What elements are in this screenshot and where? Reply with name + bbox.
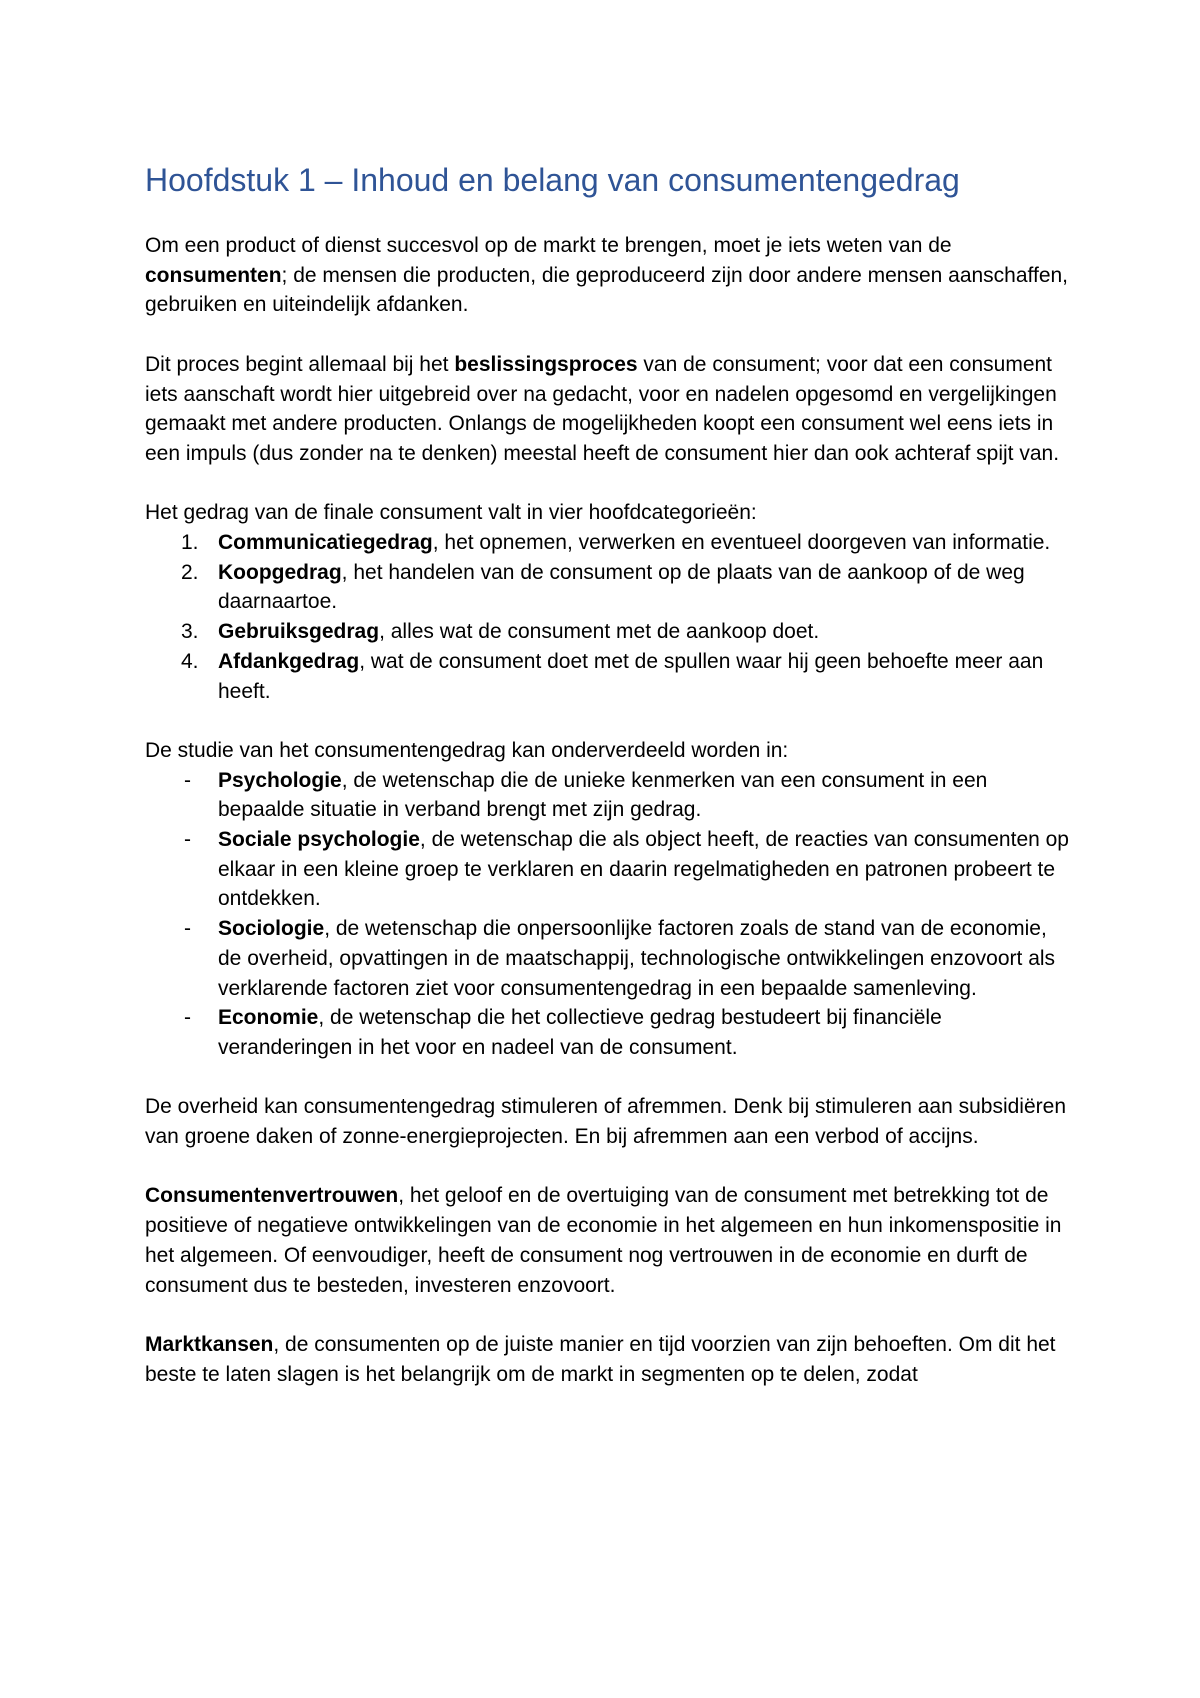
- list-term: Sociologie: [218, 917, 325, 941]
- list-term: Sociale psychologie: [218, 828, 420, 852]
- list-marker: -: [184, 917, 191, 941]
- list-term: Communicatiegedrag: [218, 531, 433, 554]
- paragraph-text: , het geloof en de overtuiging van de consument met betrekking tot de positieve of negatieve ontwikkelingen van de economie in het algemeen en hun inkomenspositie in het algemeen. Of eenvoudiger, heeft de consument nog vertrouwen in de economie en durft de consument dus te besteden, investeren enzovoort.: [145, 1184, 1062, 1297]
- paragraph-text: , de consumenten op de juiste manier en tijd voorzien van zijn behoeften. Om dit het beste te laten slagen is het belangrijk om de markt in segmenten op te delen, zodat: [145, 1332, 1056, 1386]
- paragraph-consumentenvertrouwen: [145, 1181, 1075, 1300]
- list-term: Gebruiksgedrag: [218, 620, 380, 644]
- term-consumenten: consumenten: [145, 263, 282, 287]
- list-term: Psychologie: [218, 768, 342, 792]
- list-term: Koopgedrag: [218, 560, 342, 584]
- paragraph-text: Om een product of dienst succesvol op de markt te brengen, moet je iets weten van de: [145, 234, 952, 257]
- list-marker: 3.: [181, 620, 199, 644]
- list-text: , de wetenschap die het collectieve gedrag bestudeert bij financiële veranderingen in het voor en nadeel van de consument.: [218, 1006, 942, 1059]
- term-marktkansen: Marktkansen: [145, 1332, 274, 1356]
- list-text: , de wetenschap die onpersoonlijke factoren zoals de stand van de economie, de overheid, opvattingen in de maatschappij, technologische ontwikkelingen enzovoort als verklarende factoren ziet voor consumentengedrag in een bepaalde samenleving.: [218, 917, 1056, 1000]
- paragraph-text: van de consument; voor dat een consument iets aanschaft wordt hier uitgebreid over na gedacht, voor en nadelen opgesomd en vergelijkingen gemaakt met andere producten. Onlangs de mogelijkheden koopt een consument wel eens iets in een impuls (dus zonder na te denken) meestal heeft de consument hier dan ook achteraf spijt van.: [145, 352, 1060, 465]
- term-consumentenvertrouwen: Consumentenvertrouwen: [145, 1184, 399, 1208]
- paragraph-overheid: De overheid kan consumentengedrag stimuleren of afremmen. Denk bij stimuleren aan subsidiëren van groene daken of zonne-energieprojecten. En bij afremmen aan een verbod of accijns.: [145, 1095, 1066, 1149]
- list-marker: 1.: [181, 531, 199, 554]
- list-marker: 2.: [181, 560, 199, 584]
- studies-intro: De studie van het consumentengedrag kan onderverdeeld worden in:: [145, 738, 789, 762]
- paragraph-text: ; de mensen die producten, die geproduceerd zijn door andere mensen aanschaffen, gebruiken en uiteindelijk afdanken.: [145, 263, 1069, 317]
- list-item: [145, 914, 1075, 1003]
- list-term: Economie: [218, 1006, 319, 1030]
- categories-intro: Het gedrag van de finale consument valt in vier hoofdcategorieën:: [145, 501, 757, 525]
- list-term: Afdankgedrag: [218, 649, 360, 673]
- list-item: [145, 528, 1075, 558]
- list-text: , de wetenschap die als object heeft, de reacties van consumenten op elkaar in een kleine groep te verklaren en daarin regelmatigheden en patronen probeert te ontdekken.: [218, 828, 1069, 911]
- list-text: , alles wat de consument met de aankoop doet.: [379, 620, 820, 644]
- list-item: [145, 617, 1075, 647]
- list-marker: 4.: [181, 649, 199, 673]
- paragraph-consumenten: [145, 231, 1075, 320]
- list-text: , wat de consument doet met de spullen waar hij geen behoefte meer aan heeft.: [218, 649, 1044, 703]
- chapter-heading: Hoofdstuk 1 – Inhoud en belang van consumentengedrag: [145, 162, 960, 198]
- list-item: [145, 825, 1075, 914]
- list-marker: -: [184, 828, 191, 852]
- studies-list: [145, 766, 1075, 1063]
- document-page: [145, 160, 1075, 1419]
- paragraph-text: Dit proces begint allemaal bij het: [145, 352, 455, 376]
- list-text: , de wetenschap die de unieke kenmerken van een consument in een bepaalde situatie in verband brengt met zijn gedrag.: [218, 768, 988, 822]
- term-beslissingsproces: beslissingsproces: [454, 352, 638, 376]
- paragraph-beslissingsproces: [145, 350, 1075, 469]
- paragraph-marktkansen: [145, 1330, 1075, 1389]
- list-item: [145, 1003, 1075, 1062]
- list-item: [145, 647, 1075, 706]
- categories-list: [145, 528, 1075, 706]
- list-item: [145, 766, 1075, 825]
- list-text: , het handelen van de consument op de plaats van de aankoop of de weg daarnaartoe.: [218, 560, 1025, 614]
- list-marker: -: [184, 1006, 191, 1030]
- list-text: , het opnemen, verwerken en eventueel doorgeven van informatie.: [432, 531, 1051, 554]
- list-item: [145, 558, 1075, 617]
- list-marker: -: [184, 768, 191, 792]
